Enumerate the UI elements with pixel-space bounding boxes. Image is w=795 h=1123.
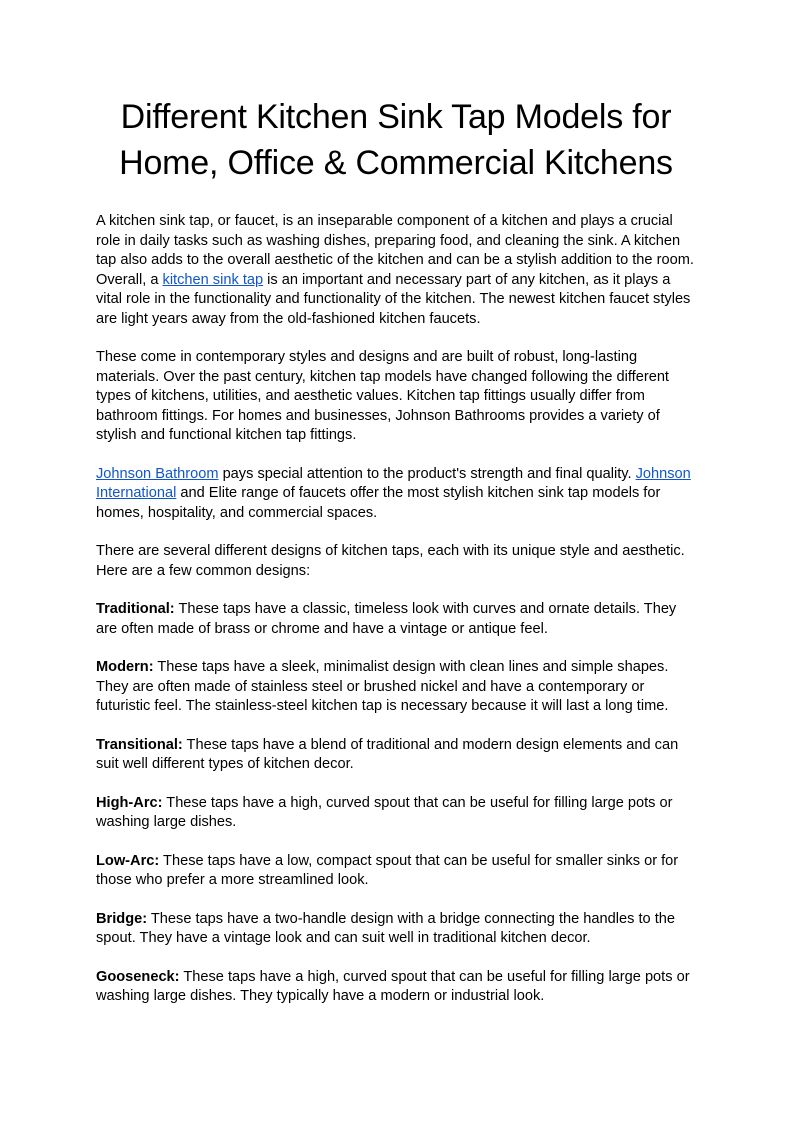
intro-text-continued: is an important and necessary part of any kitchen, as it plays a vital role in the functionality and functionality of the kitchen. The newest kitchen faucet styles are light years away from the old-fashioned kitchen faucets. bbox=[96, 271, 691, 327]
design-modern bbox=[96, 658, 696, 717]
design-name: Low-Arc: bbox=[96, 852, 160, 869]
paragraph-text: pays special attention to the product's strength and final quality. bbox=[218, 465, 636, 482]
document-page bbox=[96, 0, 696, 1026]
intro-text: A kitchen sink tap, or faucet, is an inseparable component of a kitchen and plays a crucial role in daily tasks such as washing dishes, preparing food, and cleaning the sink. A kitchen tap also adds to the overall aesthetic of the kitchen and can be a stylish addition to the room. Overall, a bbox=[96, 213, 694, 288]
design-high-arc bbox=[96, 794, 696, 833]
design-traditional bbox=[96, 600, 696, 639]
kitchen-sink-tap-link[interactable]: kitchen sink tap bbox=[162, 271, 264, 288]
design-name: High-Arc: bbox=[96, 794, 163, 811]
title-line-2: Home, Office & Commercial Kitchens bbox=[119, 144, 673, 182]
design-name: Transitional: bbox=[96, 736, 183, 753]
paragraph-text-continued: and Elite range of faucets offer the most stylish kitchen sink tap models for homes, hospitality, and commercial spaces. bbox=[96, 485, 661, 521]
design-description: These taps have a two-handle design with a bridge connecting the handles to the spout. They have a vintage look and can suit well in traditional kitchen decor. bbox=[96, 910, 675, 946]
design-gooseneck bbox=[96, 968, 696, 1007]
design-transitional bbox=[96, 736, 696, 775]
intro-paragraph-2: These come in contemporary styles and designs and are built of robust, long-lasting materials. Over the past century, kitchen tap models have changed following the different types of kitchens, utilities, and aesthetic values. Kitchen tap fittings usually differ from bathroom fittings. For homes and businesses, Johnson Bathrooms provides a variety of stylish and functional kitchen tap fittings. bbox=[96, 349, 669, 443]
intro-paragraph-3 bbox=[96, 465, 696, 524]
design-bridge bbox=[96, 910, 696, 949]
johnson-bathroom-link[interactable]: Johnson Bathroom bbox=[96, 465, 219, 482]
intro-paragraph-4: There are several different designs of kitchen taps, each with its unique style and aesthetic. Here are a few common designs: bbox=[96, 543, 685, 579]
design-name: Bridge: bbox=[96, 910, 148, 927]
design-description: These taps have a low, compact spout that can be useful for smaller sinks or for those who prefer a more streamlined look. bbox=[96, 852, 679, 888]
page-title bbox=[96, 94, 696, 186]
design-description: These taps have a blend of traditional and modern design elements and can suit well different types of kitchen decor. bbox=[96, 736, 679, 772]
article-body bbox=[96, 212, 696, 1007]
design-description: These taps have a classic, timeless look with curves and ornate details. They are often made of brass or chrome and have a vintage or antique feel. bbox=[96, 601, 677, 637]
design-description: These taps have a high, curved spout that can be useful for filling large pots or washing large dishes. They typically have a modern or industrial look. bbox=[96, 968, 690, 1004]
design-low-arc bbox=[96, 852, 696, 891]
design-description: These taps have a sleek, minimalist design with clean lines and simple shapes. They are often made of stainless steel or brushed nickel and have a contemporary or futuristic feel. The stainless-steel kitchen tap is necessary because it will last a long time. bbox=[96, 659, 669, 714]
design-name: Modern: bbox=[96, 659, 154, 675]
johnson-international-link[interactable]: Johnson International bbox=[96, 465, 691, 501]
design-description: These taps have a high, curved spout that can be useful for filling large pots or washing large dishes. bbox=[96, 794, 673, 830]
title-line-1: Different Kitchen Sink Tap Models for bbox=[120, 98, 672, 136]
intro-paragraph-1 bbox=[96, 212, 696, 329]
design-name: Gooseneck: bbox=[96, 968, 180, 985]
design-name: Traditional: bbox=[96, 601, 175, 617]
